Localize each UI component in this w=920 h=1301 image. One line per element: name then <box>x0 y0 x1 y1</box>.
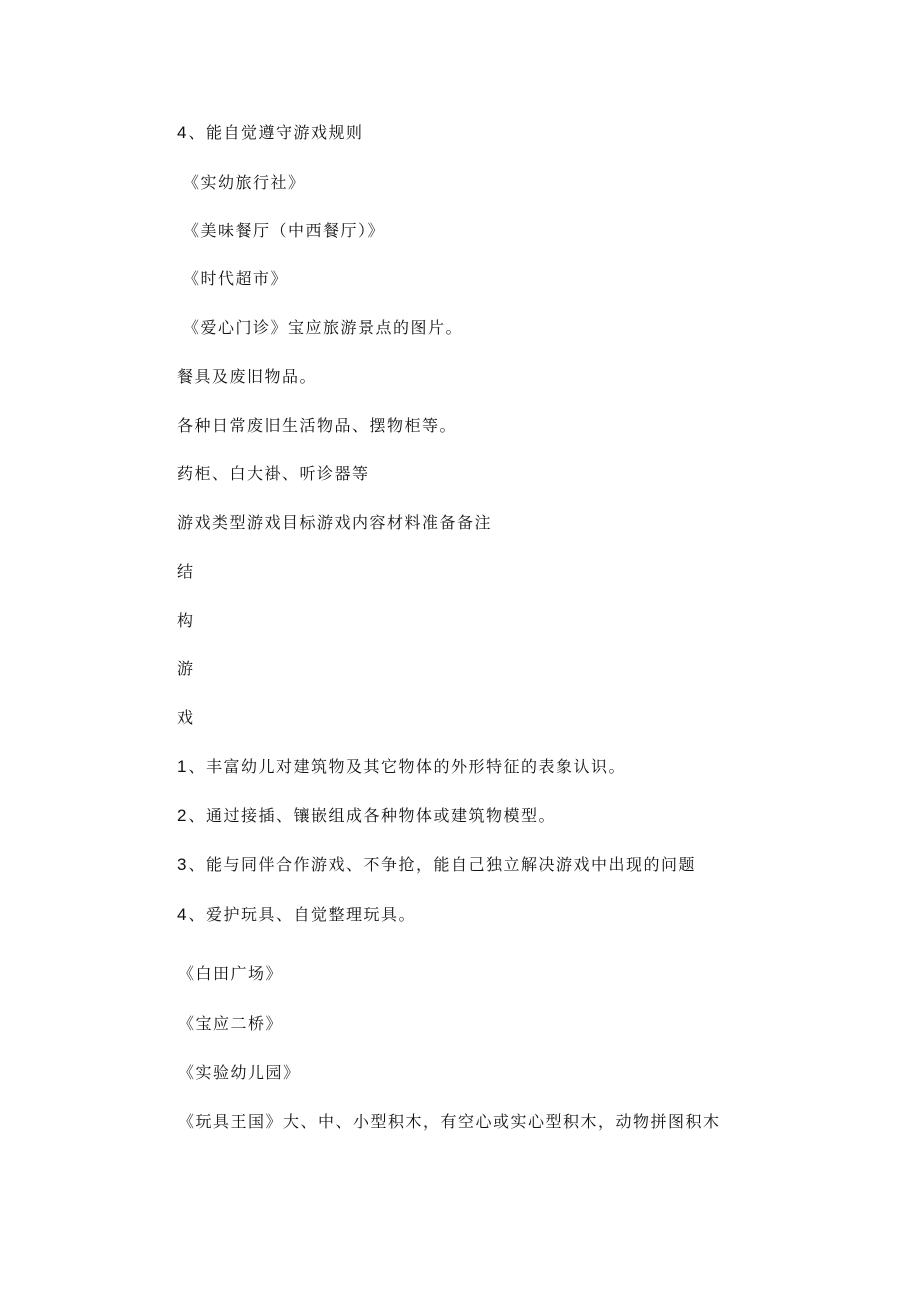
item-number: 4 <box>177 905 187 924</box>
item-number: 4 <box>177 123 187 142</box>
goal-item-3 <box>177 854 696 876</box>
game-type-char-4: 戏 <box>177 708 195 727</box>
goal-item-2 <box>177 805 556 827</box>
item-number: 3 <box>177 855 187 874</box>
game-type-char-2: 构 <box>177 611 195 630</box>
goal-item-1 <box>177 756 626 778</box>
item-number: 2 <box>177 806 187 825</box>
content-baoying-bridge: 《宝应二桥》 <box>178 1014 284 1033</box>
rule-item-4 <box>177 122 363 144</box>
content-toy-kingdom: 《玩具王国》大、中、小型积木，有空心或实心型积木，动物拼图积木 <box>178 1112 721 1131</box>
game-type-char-1: 结 <box>177 562 195 581</box>
item-number: 1 <box>177 757 187 776</box>
item-text: 、爱护玩具、自觉整理玩具。 <box>188 905 416 924</box>
content-kindergarten: 《实验幼儿园》 <box>178 1063 301 1082</box>
game-title-restaurant: 《美味餐厅（中西餐厅）》 <box>183 221 386 240</box>
item-text: 、能自觉遵守游戏规则 <box>188 123 364 142</box>
table-header-row: 游戏类型游戏目标游戏内容材料准备备注 <box>177 513 493 532</box>
item-text: 、能与同伴合作游戏、不争抢，能自己独立解决游戏中出现的问题 <box>188 855 696 874</box>
game-type-char-3: 游 <box>177 659 195 678</box>
materials-daily-items: 各种日常废旧生活物品、摆物柜等。 <box>177 416 458 435</box>
materials-tableware: 餐具及废旧物品。 <box>177 367 318 386</box>
content-baitian-square: 《白田广场》 <box>178 964 284 983</box>
game-title-travel-agency: 《实幼旅行社》 <box>183 173 306 192</box>
item-text: 、通过接插、镶嵌组成各种物体或建筑物模型。 <box>188 806 556 825</box>
item-text: 、丰富幼儿对建筑物及其它物体的外形特征的表象认识。 <box>188 757 626 776</box>
materials-medical: 药柜、白大褂、听诊器等 <box>177 464 370 483</box>
game-title-clinic: 《爱心门诊》宝应旅游景点的图片。 <box>183 318 464 337</box>
game-title-supermarket: 《时代超市》 <box>183 269 289 288</box>
goal-item-4 <box>177 904 416 926</box>
